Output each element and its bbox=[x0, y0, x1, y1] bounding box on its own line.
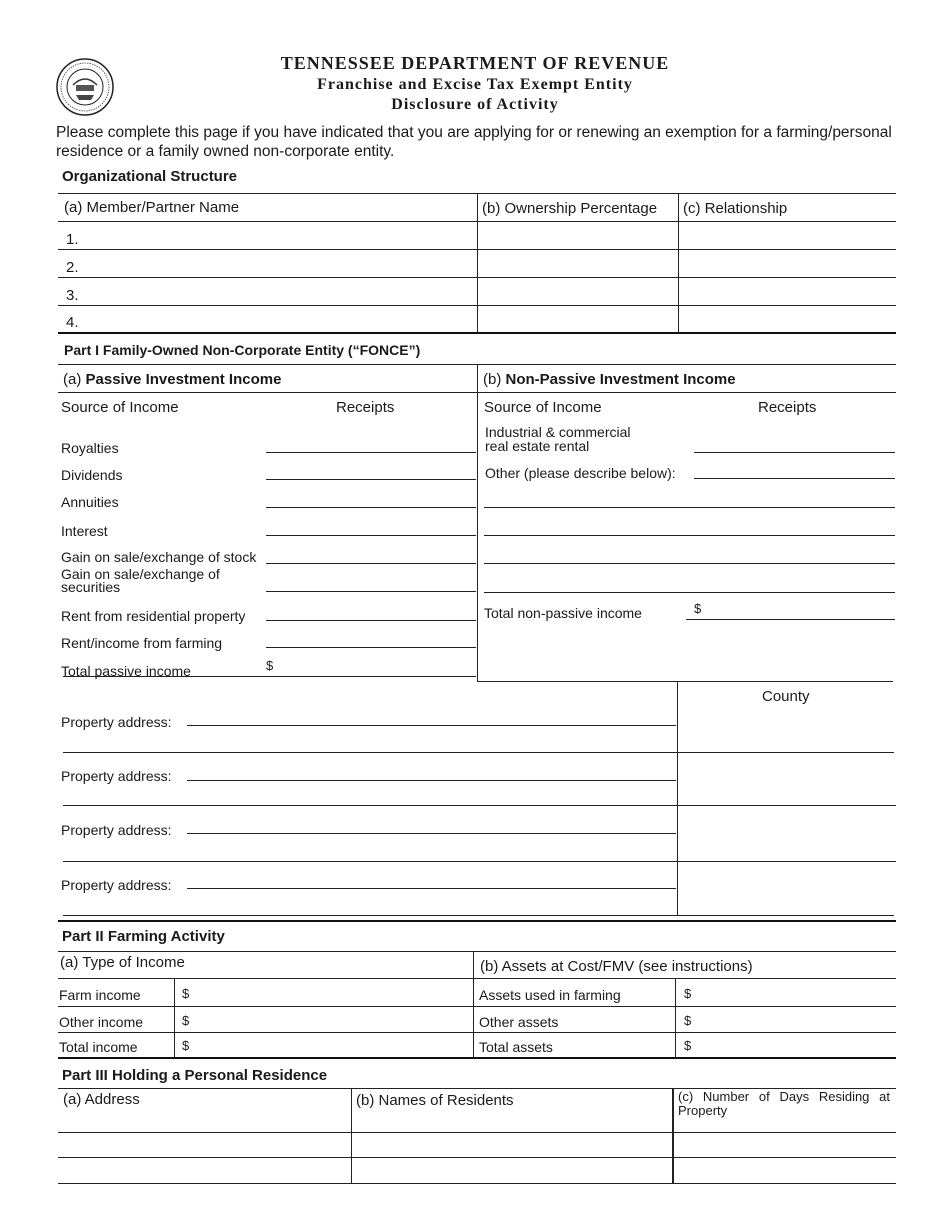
other-label: Other (please describe below): bbox=[485, 465, 676, 481]
nonpassive-title: Non-Passive Investment Income bbox=[505, 371, 736, 388]
passive-prefix: (a) bbox=[63, 371, 82, 388]
nonpassive-receipts-label: Receipts bbox=[758, 399, 817, 416]
part3-col-residents: (b) Names of Residents bbox=[356, 1092, 514, 1109]
org-row-1[interactable]: 1. bbox=[66, 231, 79, 248]
total-passive-label: Total passive income bbox=[61, 663, 191, 679]
passive-item: Dividends bbox=[61, 467, 123, 483]
passive-receipts-label: Receipts bbox=[336, 399, 395, 416]
other-describe-line-3[interactable] bbox=[484, 563, 895, 564]
county-label: County bbox=[762, 688, 810, 705]
other-describe-line-2[interactable] bbox=[484, 535, 895, 536]
total-passive-dollar: $ bbox=[266, 658, 274, 673]
other-describe-line-4[interactable] bbox=[484, 592, 895, 593]
form-title: Franchise and Excise Tax Exempt Entity bbox=[317, 76, 633, 93]
nonpassive-prefix: (b) bbox=[483, 371, 502, 388]
total-passive-field[interactable] bbox=[63, 676, 476, 677]
industrial-label bbox=[485, 425, 631, 453]
passive-item: Royalties bbox=[61, 440, 119, 456]
property-row-divider bbox=[63, 752, 894, 753]
part2-title: Part II Farming Activity bbox=[62, 928, 225, 945]
farm-income-dollar[interactable]: $ bbox=[182, 986, 190, 1001]
part2-col-b: (b) Assets at Cost/FMV (see instructions) bbox=[480, 958, 753, 975]
passive-source-label: Source of Income bbox=[61, 399, 179, 416]
property-row-divider bbox=[63, 805, 896, 806]
part3-col-days: (c) Number of Days Residing at Property bbox=[678, 1089, 890, 1118]
interest-field[interactable] bbox=[266, 535, 476, 536]
industrial-line2: real estate rental bbox=[485, 438, 590, 454]
nonpassive-source-label: Source of Income bbox=[484, 399, 602, 416]
total-assets-label: Total assets bbox=[479, 1039, 553, 1055]
org-row-2[interactable]: 2. bbox=[66, 259, 79, 276]
dividends-field[interactable] bbox=[266, 479, 476, 480]
other-field[interactable] bbox=[694, 478, 895, 479]
total-income-dollar[interactable]: $ bbox=[182, 1038, 190, 1053]
gain-securities-field[interactable] bbox=[266, 591, 476, 592]
passive-item: Rent/income from farming bbox=[61, 635, 223, 651]
property-address-label: Property address: bbox=[61, 714, 172, 730]
property-address-field-3[interactable] bbox=[187, 833, 676, 834]
total-nonpassive-field[interactable] bbox=[686, 619, 895, 620]
passive-item: Annuities bbox=[61, 494, 119, 510]
org-row-4[interactable]: 4. bbox=[66, 314, 79, 331]
dept-title: TENNESSEE DEPARTMENT OF REVENUE bbox=[280, 53, 670, 73]
property-address-label: Property address: bbox=[61, 822, 172, 838]
property-address-label: Property address: bbox=[61, 768, 172, 784]
other-income-label: Other income bbox=[59, 1014, 144, 1030]
property-address-field-2[interactable] bbox=[187, 780, 676, 781]
annuities-field[interactable] bbox=[266, 507, 476, 508]
org-title: Organizational Structure bbox=[62, 168, 238, 185]
gain-stock-field[interactable] bbox=[266, 563, 476, 564]
intro-text: Please complete this page if you have indicated that you are applying for or renewing an exemption for a farming/personal residence or a family owned non-corporate entity. bbox=[56, 124, 892, 160]
assets-farming-dollar[interactable]: $ bbox=[684, 986, 692, 1001]
industrial-field[interactable] bbox=[694, 452, 895, 453]
org-col-name: (a) Member/Partner Name bbox=[64, 199, 240, 216]
other-income-dollar[interactable]: $ bbox=[182, 1013, 190, 1028]
total-assets-dollar[interactable]: $ bbox=[684, 1038, 692, 1053]
passive-header bbox=[63, 371, 281, 388]
org-col-ownership: (b) Ownership Percentage bbox=[482, 200, 658, 217]
part2-col-a: (a) Type of Income bbox=[60, 954, 185, 971]
property-address-label: Property address: bbox=[61, 877, 172, 893]
part1-title: Part I Family-Owned Non-Corporate Entity (“FONCE”) bbox=[64, 342, 421, 358]
passive-item: Interest bbox=[61, 523, 108, 539]
other-describe-line-1[interactable] bbox=[484, 507, 895, 508]
industrial-line1: Industrial & commercial bbox=[485, 424, 631, 440]
part3-title: Part III Holding a Personal Residence bbox=[62, 1067, 328, 1084]
org-col-relationship: (c) Relationship bbox=[683, 200, 788, 217]
assets-farming-label: Assets used in farming bbox=[479, 987, 621, 1003]
total-nonpassive-label: Total non-passive income bbox=[484, 605, 642, 621]
property-address-field-1[interactable] bbox=[187, 725, 676, 726]
total-nonpassive-dollar: $ bbox=[694, 601, 702, 616]
rent-farming-field[interactable] bbox=[266, 647, 476, 648]
passive-item: Gain on sale/exchange of stock bbox=[61, 549, 257, 565]
property-address-field-4[interactable] bbox=[187, 888, 676, 889]
org-row-3[interactable]: 3. bbox=[66, 287, 79, 304]
passive-title: Passive Investment Income bbox=[85, 371, 282, 388]
rent-residential-field[interactable] bbox=[266, 620, 476, 621]
form-subtitle: Disclosure of Activity bbox=[391, 96, 559, 113]
royalties-field[interactable] bbox=[266, 452, 476, 453]
passive-item: Rent from residential property bbox=[61, 608, 246, 624]
other-assets-dollar[interactable]: $ bbox=[684, 1013, 692, 1028]
property-row-divider bbox=[63, 861, 896, 862]
part3-col-address: (a) Address bbox=[63, 1091, 140, 1108]
passive-item: Gain on sale/exchange of securities bbox=[61, 566, 220, 595]
total-income-label: Total income bbox=[59, 1039, 138, 1055]
farm-income-label: Farm income bbox=[59, 987, 141, 1003]
nonpassive-header bbox=[483, 371, 736, 388]
other-assets-label: Other assets bbox=[479, 1014, 559, 1030]
